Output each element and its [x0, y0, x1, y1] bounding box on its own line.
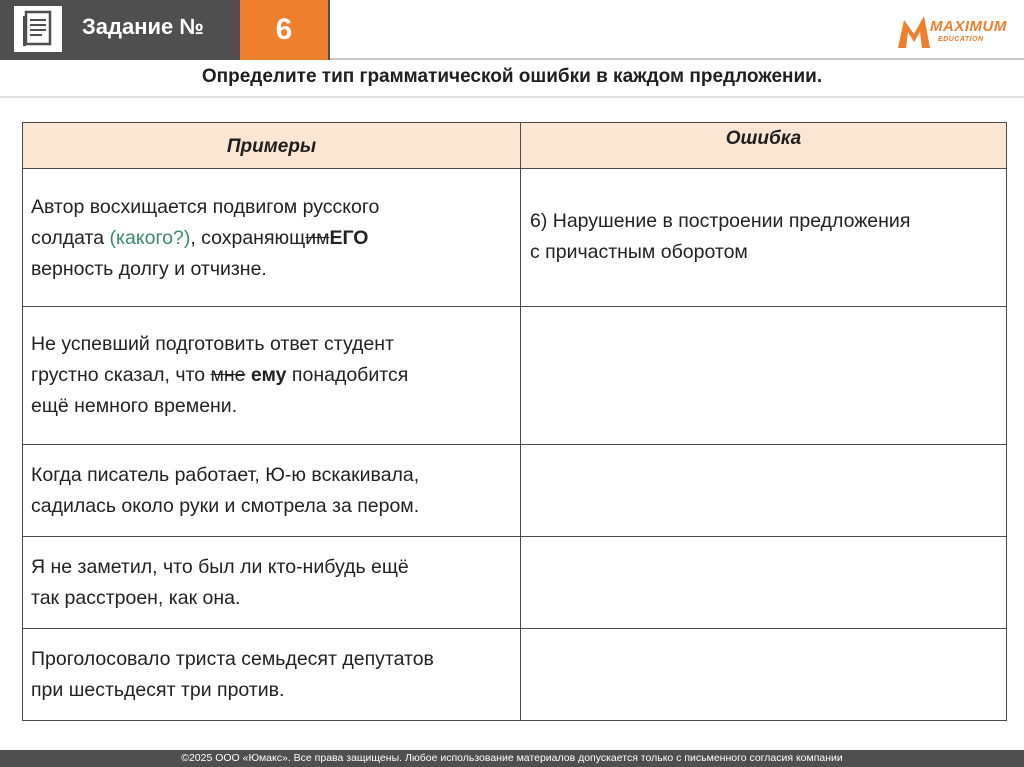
maximum-logo — [894, 10, 1020, 52]
header-examples-label: Примеры — [226, 136, 317, 157]
logo-mark-icon — [894, 10, 934, 52]
error-cell[interactable] — [521, 445, 1007, 537]
header-bar — [0, 0, 330, 60]
example-line: Автор восхищается подвигом русского — [31, 196, 380, 218]
example-cell — [23, 445, 521, 537]
table-row — [23, 629, 1007, 721]
question-hint: (какого?) — [109, 227, 191, 249]
example-fragment: солдата — [31, 227, 110, 249]
example-fragment: понадобится — [286, 364, 409, 386]
example-line: Я не заметил, что был ли кто-нибудь ещё — [31, 556, 409, 578]
error-cell[interactable] — [521, 629, 1007, 721]
document-icon — [14, 6, 62, 52]
example-line: садилась около руки и смотрела за пером. — [31, 495, 420, 517]
header-examples — [23, 123, 521, 169]
example-line: Проголосовало триста семьдесят депутатов — [31, 648, 434, 670]
error-cell[interactable] — [521, 537, 1007, 629]
example-line — [31, 360, 520, 391]
footer-bar — [0, 750, 1024, 767]
error-cell — [521, 169, 1007, 307]
correction-text: ему — [250, 364, 287, 386]
correction-text: ЕГО — [329, 227, 369, 249]
struck-text: мне — [210, 364, 246, 386]
error-line: с причастным оборотом — [530, 241, 748, 263]
examples-table — [22, 122, 1007, 721]
task-number-badge — [240, 0, 328, 60]
instruction-text: Определите тип грамматической ошибки в каждом предложении. — [201, 66, 823, 87]
error-line: 6) Нарушение в построении предложения — [530, 210, 911, 232]
header-error-label: Ошибка — [725, 128, 802, 149]
struck-text: им — [305, 227, 330, 249]
task-number: 6 — [275, 13, 293, 46]
instruction-divider — [0, 96, 1024, 98]
example-line — [31, 223, 520, 254]
table-row — [23, 307, 1007, 445]
logo-subtitle: EDUCATION — [938, 36, 984, 43]
table-row — [23, 445, 1007, 537]
task-label: Задание № — [82, 14, 204, 39]
example-line: ещё немного времени. — [31, 395, 238, 417]
example-line: при шестьдесят три против. — [31, 679, 285, 701]
example-cell — [23, 307, 521, 445]
example-cell — [23, 169, 521, 307]
header-divider — [330, 58, 1024, 60]
example-line: верность долгу и отчизне. — [31, 258, 267, 280]
example-fragment: , сохраняющ — [190, 227, 306, 249]
example-cell — [23, 537, 521, 629]
example-line: так расстроен, как она. — [31, 587, 241, 609]
copyright-text: ©2025 ООО «Юмакс». Все права защищены. Любое использование материалов допускается только с письменного согласия компании — [181, 752, 843, 764]
table-row — [23, 169, 1007, 307]
table-header-row — [23, 123, 1007, 169]
example-line: Не успевший подготовить ответ студент — [31, 333, 394, 355]
logo-word: MAXIMUM — [930, 18, 1007, 35]
header-error — [521, 123, 1007, 169]
table-row — [23, 537, 1007, 629]
example-fragment: грустно сказал, что — [31, 364, 211, 386]
error-cell[interactable] — [521, 307, 1007, 445]
example-cell — [23, 629, 521, 721]
example-line: Когда писатель работает, Ю-ю вскакивала, — [31, 464, 420, 486]
